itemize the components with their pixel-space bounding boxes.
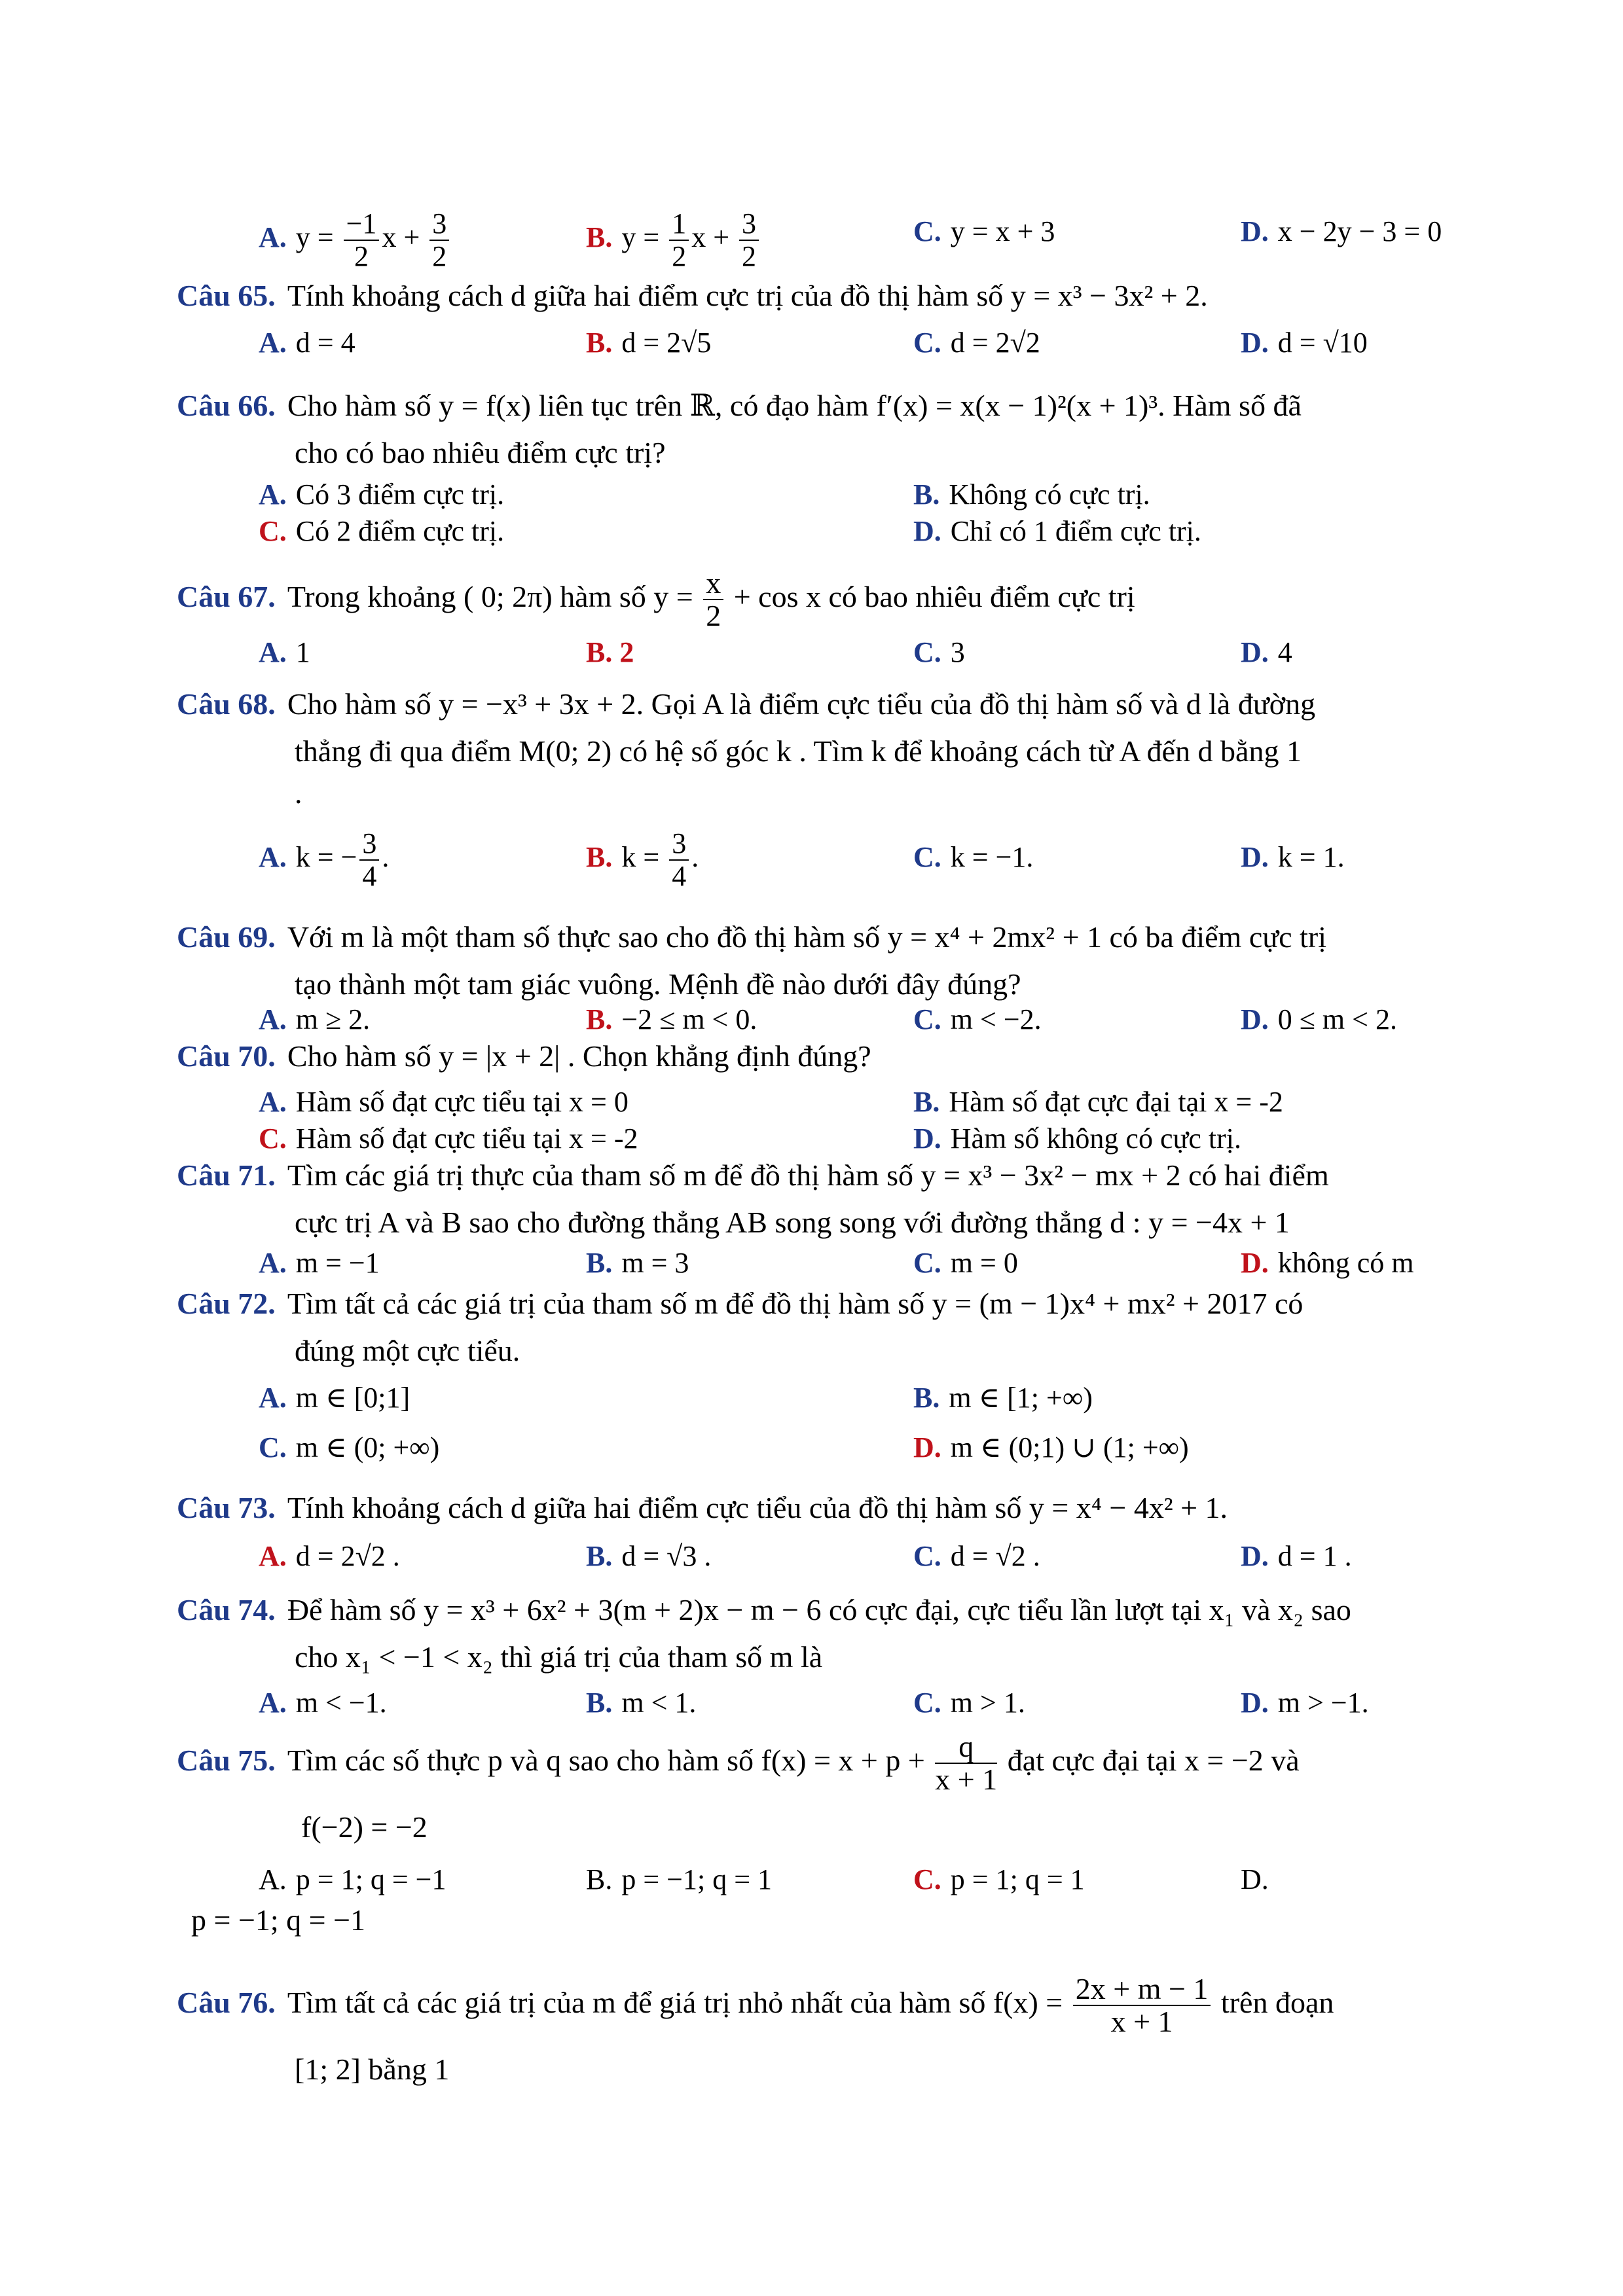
q73-option-b[interactable]: B. d = √3 .: [586, 1540, 712, 1572]
q65-option-d[interactable]: D. d = √10: [1241, 327, 1368, 359]
q66-option-b[interactable]: B. Không có cực trị.: [913, 478, 1150, 511]
fraction: $\frac{q}{x + 1}$: [935, 1730, 998, 1797]
q66-option-c[interactable]: C. Có 2 điểm cực trị.: [259, 515, 505, 547]
q70-options-row1: [259, 1081, 1476, 1123]
q74-options: [259, 1682, 1476, 1724]
question-74: Câu 74. Để hàm số y = x³ + 6x² + 3(m + 2)x − m − 6 có cực đại, cực tiểu lần lượt tại x₁ và x₂ sao cho x₁ < −1 < x₂ thì giá trị của tham số m là: [177, 1593, 1351, 1674]
q72-options-row2: [259, 1427, 1476, 1469]
q67-option-a[interactable]: A. 1: [259, 636, 310, 668]
q75-option-a[interactable]: A. p = 1; q = −1: [259, 1863, 447, 1895]
q72-options-row1: [259, 1377, 1476, 1419]
q72-option-c[interactable]: C. m ∈ (0; +∞): [259, 1431, 440, 1463]
q74-option-a[interactable]: A. m < −1.: [259, 1687, 387, 1719]
fraction: $\frac{2x + m - 1}{x + 1}$: [1073, 1973, 1211, 2037]
q73-options: [259, 1535, 1476, 1577]
q75-option-b[interactable]: B. p = −1; q = 1: [586, 1863, 773, 1895]
q66-option-a[interactable]: A. Có 3 điểm cực trị.: [259, 478, 505, 511]
q67-option-c[interactable]: C. 3: [913, 636, 965, 668]
q64-option-d[interactable]: D. x − 2y − 3 = 0: [1241, 215, 1442, 247]
q75-option-d-value: p = −1; q = −1: [191, 1903, 366, 1937]
q64-options: [259, 207, 1476, 272]
q65-option-b[interactable]: B. d = 2√5: [586, 327, 712, 359]
q69-option-d[interactable]: D. 0 ≤ m < 2.: [1241, 1003, 1397, 1035]
q72-option-d[interactable]: D. m ∈ (0;1) ∪ (1; +∞): [913, 1431, 1189, 1463]
fraction: $\frac{-1}{2}$: [344, 208, 380, 272]
q69-option-a[interactable]: A. m ≥ 2.: [259, 1003, 371, 1035]
q71-options: [259, 1242, 1476, 1284]
question-75: Câu 75. Tìm các số thực p và q sao cho hàm số f(x) = x + p + $\frac{q}{x + 1}$ đạt cực đại tại x = −2 và: [177, 1730, 1300, 1797]
q75-condition: f(−2) = −2: [301, 1810, 428, 1844]
question-70: Câu 70. Cho hàm số y = |x + 2| . Chọn khẳng định đúng?: [177, 1039, 871, 1073]
fraction: $\frac{3}{2}$: [739, 208, 759, 272]
q65-options: [259, 322, 1476, 364]
q75-option-d[interactable]: D.: [1241, 1863, 1269, 1895]
fraction: $\frac{3}{4}$: [359, 828, 379, 892]
q69-option-c[interactable]: C. m < −2.: [913, 1003, 1042, 1035]
q71-option-d[interactable]: D. không có m: [1241, 1247, 1414, 1279]
q66-option-d[interactable]: D. Chỉ có 1 điểm cực trị.: [913, 515, 1201, 547]
q70-option-b[interactable]: B. Hàm số đạt cực đại tại x = -2: [913, 1086, 1283, 1118]
q74-option-c[interactable]: C. m > 1.: [913, 1687, 1025, 1719]
question-71: Câu 71. Tìm các giá trị thực của tham số m để đồ thị hàm số y = x³ − 3x² − mx + 2 có hai điểm cực trị A và B sao cho đường thẳng AB song song với đường thẳng d : y = −4x + 1: [177, 1158, 1329, 1239]
q73-option-d[interactable]: D. d = 1 .: [1241, 1540, 1352, 1572]
q67-options: [259, 632, 1476, 673]
fraction: $\frac{3}{2}$: [429, 208, 449, 272]
q72-option-a[interactable]: A. m ∈ [0;1]: [259, 1382, 410, 1414]
q68-options: [259, 825, 1476, 890]
q70-option-c[interactable]: C. Hàm số đạt cực tiểu tại x = -2: [259, 1122, 638, 1155]
question-76: Câu 76. Tìm tất cả các giá trị của m để giá trị nhỏ nhất của hàm số f(x) = $\frac{2x + m - 1}{x + 1}$ trên đoạn: [177, 1972, 1334, 2039]
q74-option-b[interactable]: B. m < 1.: [586, 1687, 697, 1719]
q71-option-b[interactable]: B. m = 3: [586, 1247, 689, 1279]
q69-option-b[interactable]: B. −2 ≤ m < 0.: [586, 1003, 757, 1035]
q66-options-row1: [259, 474, 1476, 516]
question-68: Câu 68. Cho hàm số y = −x³ + 3x + 2. Gọi A là điểm cực tiểu của đồ thị hàm số và d là đường thẳng đi qua điểm M(0; 2) có hệ số góc k . Tìm k để khoảng cách từ A đến d bằng 1 .: [177, 687, 1316, 810]
question-73: Câu 73. Tính khoảng cách d giữa hai điểm cực tiểu của đồ thị hàm số y = x⁴ − 4x² + 1.: [177, 1491, 1228, 1524]
q72-option-b[interactable]: B. m ∈ [1; +∞): [913, 1382, 1093, 1414]
q66-options-row2: [259, 511, 1476, 552]
q73-option-a[interactable]: A. d = 2√2 .: [259, 1540, 400, 1572]
question-72: Câu 72. Tìm tất cả các giá trị của tham số m để đồ thị hàm số y = (m − 1)x⁴ + mx² + 2017 có đúng một cực tiểu.: [177, 1287, 1304, 1367]
q75-option-c[interactable]: C. p = 1; q = 1: [913, 1863, 1085, 1895]
question-67: Câu 67. Trong khoảng ( 0; 2π) hàm số y = $\frac{x}{2}$ + cos x có bao nhiêu điểm cực trị: [177, 566, 1135, 633]
q68-option-a[interactable]: A. k = − $\frac{3}{4}$ .: [259, 827, 390, 892]
q75-options: [259, 1859, 1476, 1901]
question-65: Câu 65. Tính khoảng cách d giữa hai điểm cực trị của đồ thị hàm số y = x³ − 3x² + 2.: [177, 279, 1208, 312]
q64-option-a[interactable]: A. y = $\frac{-1}{2}$ x + $\frac{3}{2}$: [259, 208, 452, 272]
q70-option-a[interactable]: A. Hàm số đạt cực tiểu tại x = 0: [259, 1086, 629, 1118]
q65-option-a[interactable]: A. d = 4: [259, 327, 356, 359]
q64-option-b[interactable]: B. y = $\frac{1}{2}$ x + $\frac{3}{2}$: [586, 208, 761, 272]
q76-interval: [1; 2] bằng 1: [295, 2053, 450, 2086]
q68-option-d[interactable]: D. k = 1.: [1241, 841, 1345, 873]
q67-option-d[interactable]: D. 4: [1241, 636, 1292, 668]
q74-option-d[interactable]: D. m > −1.: [1241, 1687, 1369, 1719]
q68-option-c[interactable]: C. k = −1.: [913, 841, 1034, 873]
fraction: $\frac{3}{4}$: [669, 828, 689, 892]
q70-option-d[interactable]: D. Hàm số không có cực trị.: [913, 1122, 1241, 1155]
q65-option-c[interactable]: C. d = 2√2: [913, 327, 1040, 359]
q67-option-b[interactable]: B. 2: [586, 636, 634, 668]
question-69: Câu 69. Với m là một tham số thực sao cho đồ thị hàm số y = x⁴ + 2mx² + 1 có ba điểm cực trị tạo thành một tam giác vuông. Mệnh đề nào dưới đây đúng?: [177, 920, 1326, 1001]
q71-option-a[interactable]: A. m = −1: [259, 1247, 380, 1279]
fraction: $\frac{x}{2}$: [703, 567, 723, 632]
q64-option-c[interactable]: C. y = x + 3: [913, 215, 1055, 247]
q68-option-b[interactable]: B. k = $\frac{3}{4}$ .: [586, 827, 699, 892]
q73-option-c[interactable]: C. d = √2 .: [913, 1540, 1040, 1572]
fraction: $\frac{1}{2}$: [669, 208, 689, 272]
q71-option-c[interactable]: C. m = 0: [913, 1247, 1018, 1279]
question-66: Câu 66. Cho hàm số y = f(x) liên tục trên ℝ, có đạo hàm f′(x) = x(x − 1)²(x + 1)³. Hàm số đã cho có bao nhiêu điểm cực trị?: [177, 389, 1302, 469]
